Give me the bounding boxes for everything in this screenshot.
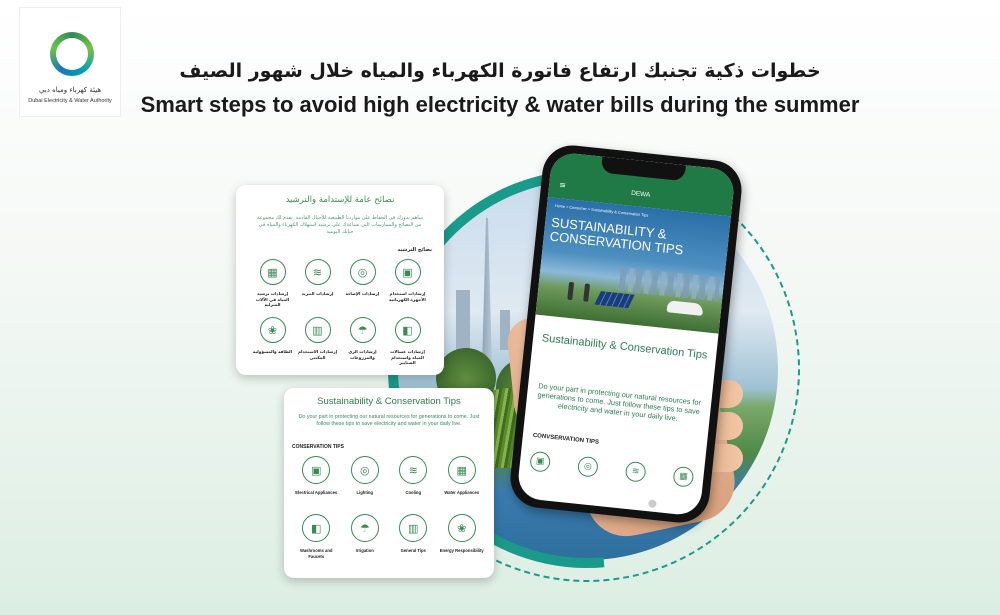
office-icon: ▥ <box>305 317 331 343</box>
energy-icon: ❀ <box>260 317 286 343</box>
washing-machine-icon: ▦ <box>448 456 476 484</box>
tip-label: Electrical Appliances <box>295 490 338 495</box>
tip-tile[interactable] <box>341 514 390 566</box>
tip-tile[interactable] <box>385 317 430 367</box>
car-shape <box>667 300 704 316</box>
person-shape <box>583 283 590 301</box>
tip-tile[interactable] <box>389 456 438 508</box>
tip-label: إرشادات ترشيد المياه في الآلات المنزلية <box>255 291 290 307</box>
breadcrumb[interactable]: Home > Consumer > Sustainability & Conservation Tips <box>554 203 649 218</box>
arabic-tips-card <box>236 185 444 375</box>
air-conditioner-icon[interactable]: ≋ <box>625 461 647 483</box>
app-title: DEWA <box>630 189 651 199</box>
logo-name-en: Dubai Electricity & Water Authority <box>28 98 112 104</box>
faucet-icon: ◧ <box>395 317 421 343</box>
english-tips-card <box>284 388 494 578</box>
tip-label: إرشادات الري والمزروعات <box>348 349 377 360</box>
headline-arabic: خطوات ذكية تجنبك ارتفاع فاتورة الكهرباء والمياه خلال شهور الصيف <box>179 60 821 82</box>
tip-label: إرشادات الإضاءة <box>345 291 380 296</box>
smartphone <box>508 143 745 526</box>
solar-panel-shape <box>594 291 634 308</box>
tip-label: إرشادات التبريد <box>301 291 334 296</box>
tip-label: Cooling <box>405 490 422 495</box>
office-icon: ▥ <box>399 514 427 542</box>
english-card-paragraph: Do your part in protecting our natural resources for generations to come. Just follow these tips to save electricity and water in your daily live. <box>298 414 480 427</box>
tip-label: الطاقة والمسؤولية <box>252 349 293 354</box>
tip-tile[interactable] <box>292 456 341 508</box>
tip-label: إرشادات استخدام الأجهزة الكهربائية <box>389 291 426 302</box>
washing-machine-icon[interactable]: ▦ <box>672 466 694 488</box>
arabic-tips-grid <box>250 259 430 367</box>
phone-screen <box>516 151 735 516</box>
english-card-title: Sustainability & Conservation Tips <box>317 396 461 407</box>
screen-heading: Sustainability & Conservation Tips <box>541 332 708 362</box>
tip-tile[interactable] <box>340 317 385 367</box>
tip-tile[interactable] <box>295 317 340 367</box>
tip-label: إرشادات الاستخدام المكتبي <box>297 349 338 360</box>
washing-machine-icon: ▦ <box>260 259 286 285</box>
air-conditioner-icon: ≋ <box>305 259 331 285</box>
arabic-card-section: نصائح الترشيد <box>397 247 432 253</box>
hero-banner <box>536 197 731 334</box>
screen-section-title: CONVSERVATION TIPS <box>532 432 600 446</box>
screen-tips-icons <box>529 451 694 488</box>
lightbulb-icon: ◎ <box>351 456 379 484</box>
tip-tile[interactable] <box>438 456 487 508</box>
lightbulb-icon: ◎ <box>350 259 376 285</box>
tip-tile[interactable] <box>292 514 341 566</box>
logo-name-ar: هيئة كهرباء ومياه دبي <box>38 86 102 94</box>
faucet-icon: ◧ <box>302 514 330 542</box>
arabic-card-title: نصائح عامة للإستدامة والترشيد <box>285 195 395 205</box>
tip-tile[interactable] <box>295 259 340 309</box>
screen-paragraph: Do your part in protecting our natural resources for generations to come. Just follow these tips to save electricity and water in your daily live. <box>537 381 702 423</box>
dewa-logo-icon <box>50 32 94 76</box>
tip-tile[interactable] <box>341 456 390 508</box>
english-card-section: CONSERVATION TIPS <box>292 444 344 450</box>
sprinkler-icon: ☂ <box>350 317 376 343</box>
tip-label: Irrigation <box>355 548 374 553</box>
arabic-card-paragraph: ساهم بدورك في الحفاظ على مواردنا الطبيعية للأجيال القادمة. نقدم لك مجموعة من النصائح والممارسات التي تساعدك على ترشيد استهلاك الكهرباء والمياه في حياتك اليومية <box>257 215 423 235</box>
tip-tile[interactable] <box>389 514 438 566</box>
tip-tile[interactable] <box>385 259 430 309</box>
headline-english: Smart steps to avoid high electricity & water bills during the summer <box>140 92 860 117</box>
tip-tile[interactable] <box>250 317 295 367</box>
menu-icon[interactable]: ≡ <box>558 180 567 190</box>
sprinkler-icon: ☂ <box>351 514 379 542</box>
air-conditioner-icon: ≋ <box>399 456 427 484</box>
appliance-icon: ▣ <box>302 456 330 484</box>
tip-tile[interactable] <box>250 259 295 309</box>
tip-label: General Tips <box>400 548 426 553</box>
hero-title: SUSTAINABILITY & CONSERVATION TIPS <box>549 214 685 258</box>
person-shape <box>567 282 574 300</box>
tip-tile[interactable] <box>340 259 385 309</box>
tip-label: Water Appliances <box>444 490 480 495</box>
appliance-icon[interactable]: ▣ <box>529 451 551 473</box>
energy-icon: ❀ <box>448 514 476 542</box>
lightbulb-icon[interactable]: ◎ <box>577 456 599 478</box>
tip-label: إرشادات غسالات المياه واستخدام الصنابير <box>390 349 425 365</box>
appliance-icon: ▣ <box>395 259 421 285</box>
tip-label: Lighting <box>356 490 373 495</box>
tip-label: Washrooms and Faucets <box>300 548 333 559</box>
english-tips-grid <box>292 456 486 566</box>
tip-tile[interactable] <box>438 514 487 566</box>
home-indicator <box>648 499 657 508</box>
tip-label: Energy Responsibility <box>439 548 484 553</box>
